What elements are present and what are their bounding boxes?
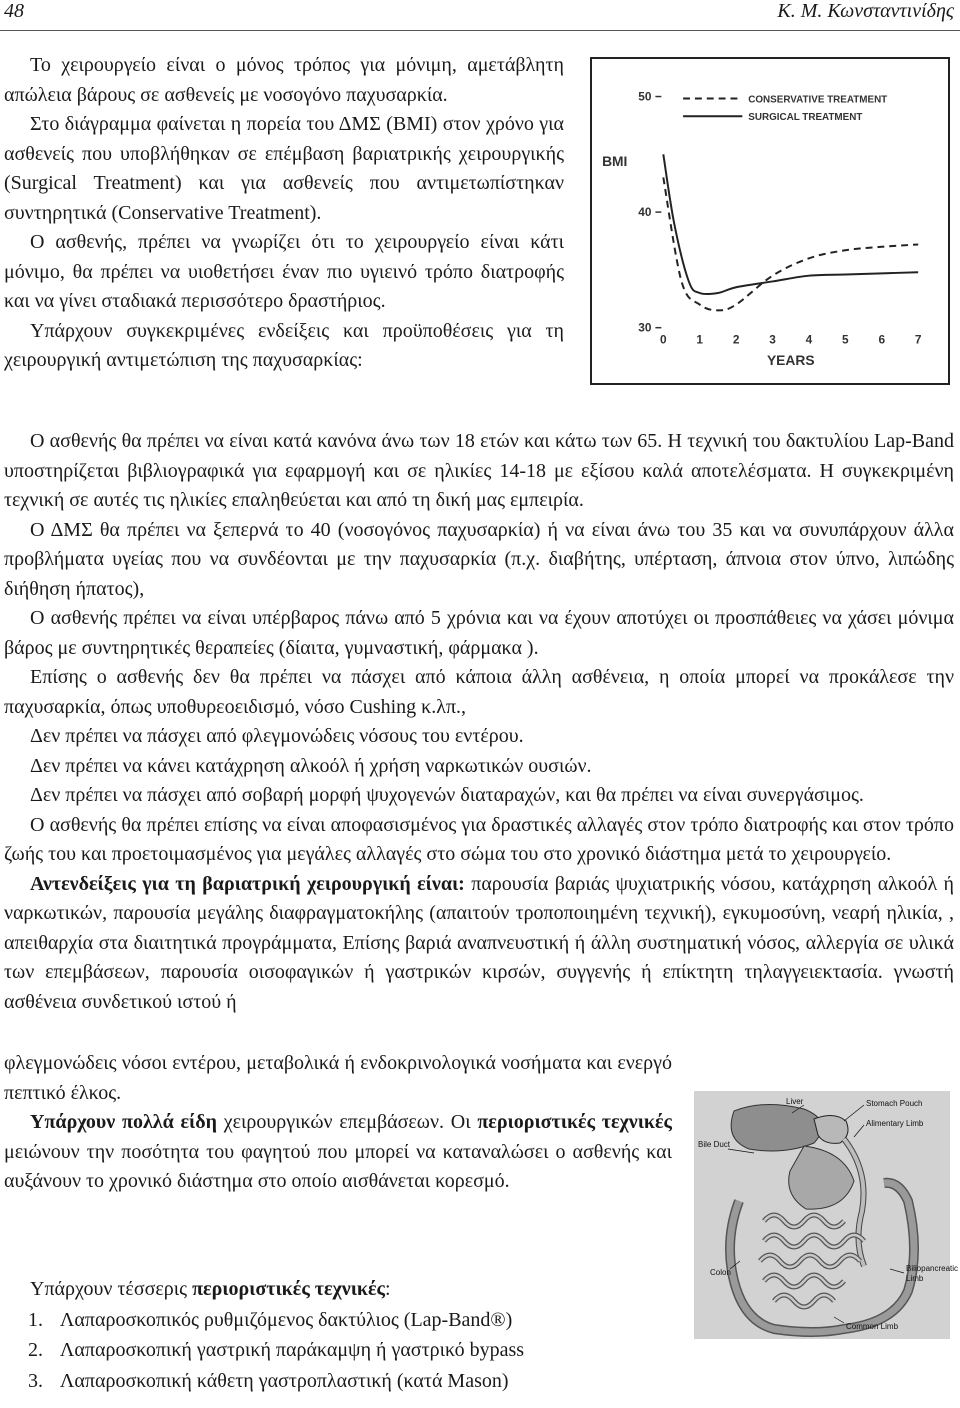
label-stomach-pouch: Stomach Pouch bbox=[866, 1099, 923, 1108]
x-tick-label: 4 bbox=[805, 332, 813, 347]
contraindications-text: παρουσία βαριάς ψυχιατρικής νόσου, κατάχρηση αλκοόλ ή ναρκωτικών, παρουσία μεγάλης διαφραγματοκήλης (απαιτούν τροποποιημένη τεχνική), εγκυμοσύνη, νεαρή ηλικία, , απειθαρχία στα διαιτητικά προγράμματα, Επίσης βαριά αναπνευστική ή άλλη συστηματική νόσος, αλλεργία σε υλικά των επεμβάσεων, παρουσία οισοφαγικών ή γαστρικών κιρσών, συγγενής ή επίκτητη τηλαγγειεκτασία. γνωστή ασθένεια συνδετικού ιστού ή bbox=[4, 872, 954, 1013]
side-paragraph-2 bbox=[4, 1108, 672, 1197]
contraindications-paragraph bbox=[4, 870, 954, 1018]
bold-many-types: Υπάρχουν πολλά είδη bbox=[30, 1111, 217, 1133]
legend-label: SURGICAL TREATMENT bbox=[748, 112, 863, 124]
side-paragraph-1: φλεγμονώδεις νόσοι εντέρου, μεταβολικά ή ενδοκρινολογικά νοσήματα και ενεργό πεπτικό έλκος. bbox=[4, 1052, 672, 1104]
main-paragraph-3: Ο ασθενής πρέπει να είναι υπέρβαρος πάνω από 5 χρόνια και να έχουν αποτύχει οι προσπάθειες να χάσει μόνιμα βάρος με συντηρητικές θεραπείες (δίαιτα, γυμναστική, φάρμακα ). bbox=[4, 607, 954, 659]
intro-column bbox=[4, 51, 564, 376]
list-item bbox=[4, 1305, 684, 1336]
main-paragraph-7: Δεν πρέπει να πάσχει από σοβαρή μορφή ψυχογενών διαταραχών, και θα πρέπει να είναι συνεργάσιμος. bbox=[30, 784, 864, 806]
main-paragraph-1: Ο ασθενής θα πρέπει να είναι κατά κανόνα άνω των 18 ετών και κάτω των 65. Η τεχνική του δακτυλίου Lap-Band υποστηρίζεται βιβλιογραφικά για εφαρμογή και σε ηλικίες 14-18 με εξίσου καλά αποτελέσματα. Η συγκεκριμένη τεχνική σε αυτές τις ηλικίες επαληθεύεται και από τη δική μας εμπειρία. bbox=[4, 430, 954, 511]
gastric-bypass-diagram bbox=[694, 1091, 959, 1339]
y-axis-label: BMI bbox=[602, 152, 628, 169]
main-paragraph-8: Ο ασθενής θα πρέπει επίσης να είναι αποφασισμένος για δραστικές αλλαγές στον τρόπο διατροφής και στον τρόπο ζωής του και προετοιμασμένος για μεγάλες αλλαγές στο σώμα του στο χρονικό διάστημα μετά το χειρουργείο. bbox=[4, 813, 954, 865]
label-common-limb: Common Limb bbox=[846, 1322, 899, 1331]
list-item-text: Λαπαροσκοπική γαστρική παράκαμψη ή γαστρικό bypass bbox=[59, 1339, 525, 1361]
x-tick-label: 3 bbox=[769, 332, 776, 347]
y-tick-label: 50 bbox=[638, 89, 652, 104]
list-item-number: 2. bbox=[28, 1339, 43, 1361]
techniques-list bbox=[4, 1274, 684, 1396]
bmi-chart bbox=[590, 57, 950, 385]
x-tick-label: 6 bbox=[878, 332, 886, 347]
list-intro-text: Υπάρχουν τέσσερις bbox=[30, 1278, 193, 1300]
label-biliopancreatic-limb: Limb bbox=[906, 1274, 924, 1283]
main-paragraph-4: Επίσης ο ασθενής δεν θα πρέπει να πάσχει από κάποια άλλη ασθένεια, η οποία μπορεί να προκάλεσε την παχυσαρκία, όπως υποθυρεοειδισμό, νόσο Cushing κ.λπ., bbox=[4, 666, 954, 718]
main-paragraph-5: Δεν πρέπει να πάσχει από φλεγμονώδεις νόσους του εντέρου. bbox=[30, 725, 524, 747]
x-axis-label: YEARS bbox=[766, 352, 815, 369]
list-item-text: Λαπαροσκοπική κάθετη γαστροπλαστική (κατά Mason) bbox=[59, 1369, 509, 1392]
list-item-number: 1. bbox=[28, 1308, 43, 1331]
x-tick-label: 0 bbox=[660, 332, 667, 347]
anatomy-illustration bbox=[694, 1091, 959, 1339]
main-paragraph-6: Δεν πρέπει να κάνει κατάχρηση αλκοόλ ή χρήση ναρκωτικών ουσιών. bbox=[30, 754, 592, 777]
series-line-surgical bbox=[663, 154, 918, 294]
legend-label: CONSERVATIVE TREATMENT bbox=[748, 94, 888, 106]
techniques-list-heading bbox=[4, 1274, 684, 1305]
list-intro-colon: : bbox=[384, 1278, 391, 1300]
list-intro-bold: περιοριστικές τεχνικές bbox=[192, 1278, 385, 1300]
label-liver: Liver bbox=[786, 1097, 804, 1106]
x-tick-label: 2 bbox=[732, 332, 740, 347]
main-text bbox=[4, 427, 954, 1017]
x-tick-label: 5 bbox=[842, 332, 849, 347]
bmi-chart-svg bbox=[592, 59, 948, 383]
intro-paragraph-2: Στο διάγραμμα φαίνεται η πορεία του ΔΜΣ (BMI) στον χρόνο για ασθενείς που υποβλήθηκαν σε επέμβαση βαριατρικής χειρουργικής (Surgical Treatment) και για ασθενείς που αντιμετωπίστηκαν συντηρητικά (Conservative Treatment). bbox=[4, 113, 564, 224]
bold-restrictive: περιοριστικές τεχνικές bbox=[477, 1111, 672, 1133]
label-bile-duct: Bile Duct bbox=[698, 1140, 731, 1149]
series-line-conservative bbox=[663, 177, 918, 310]
side-text-span-2: μειώνουν την ποσότητα του φαγητού που μπορεί να καταναλώσει ο ασθενής και αυξάνουν το χρονικό διάστημα στο οποίο αισθάνεται κορεσμό. bbox=[4, 1140, 672, 1192]
intro-paragraph-3: Ο ασθενής, πρέπει να γνωρίζει ότι το χειρουργείο είναι κάτι μόνιμο, θα πρέπει να υιοθετήσει έναν πιο υγιεινό τρόπο διατροφής και να γίνει σταδιακά περισσότερο δραστήριος. bbox=[4, 231, 564, 312]
intro-paragraph-4: Υπάρχουν συγκεκριμένες ενδείξεις και προϋποθέσεις για τη χειρουργική αντιμετώπιση της παχυσαρκίας: bbox=[4, 319, 564, 371]
running-author: Κ. Μ. Κωνσταντινίδης bbox=[777, 0, 954, 22]
y-tick-label: 40 bbox=[638, 205, 652, 220]
header-rule bbox=[0, 30, 960, 31]
page-header bbox=[0, 0, 960, 26]
label-alimentary-limb: Alimentary Limb bbox=[866, 1119, 924, 1128]
page-number: 48 bbox=[4, 0, 24, 22]
list-item bbox=[4, 1335, 684, 1366]
x-tick-label: 1 bbox=[696, 332, 704, 347]
list-item-text: Λαπαροσκοπικός ρυθμιζόμενος δακτύλιος (Lap-Band®) bbox=[59, 1308, 513, 1331]
main-paragraph-2: Ο ΔΜΣ θα πρέπει να ξεπερνά το 40 (νοσογόνος παχυσαρκία) ή να είναι άνω του 35 και να συνυπάρχουν άλλα προβλήματα υγείας που να συνδέονται με την παχυσαρκία (π.χ. διαβήτης, υπέρταση, άπνοια στον ύπνο, λιπώδης διήθηση ήπατος), bbox=[4, 518, 954, 600]
side-text bbox=[4, 1049, 672, 1197]
side-text-span-1: χειρουργικών επεμβάσεων. Οι bbox=[217, 1111, 478, 1133]
intro-paragraph-1: Το χειρουργείο είναι ο μόνος τρόπος για μόνιμη, αμετάβλητη απώλεια βάρους σε ασθενείς με νοσογόνο παχυσαρκία. bbox=[4, 54, 564, 106]
list-item-number: 3. bbox=[28, 1369, 43, 1392]
contraindications-heading: Αντενδείξεις για τη βαριατρική χειρουργική είναι: bbox=[30, 872, 465, 895]
list-item bbox=[4, 1366, 684, 1397]
y-tick-label: 30 bbox=[638, 320, 652, 335]
label-colon: Colon bbox=[710, 1268, 731, 1277]
label-biliopancreatic: Biliopancreatic bbox=[906, 1264, 959, 1273]
x-tick-label: 7 bbox=[914, 332, 922, 347]
